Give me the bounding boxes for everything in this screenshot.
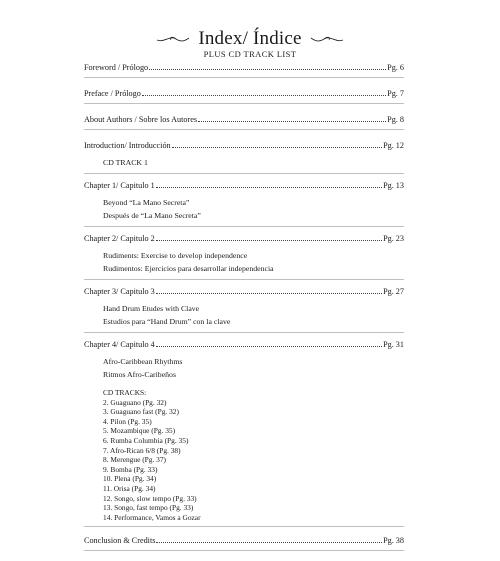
cd-track-item: 3. Guaguano fast (Pg. 32) <box>103 407 179 417</box>
entry-separator <box>84 279 404 280</box>
dot-leader <box>198 114 386 122</box>
entry-subitem: Rudiments: Exercise to develop independence <box>103 251 248 260</box>
entry-separator <box>84 550 404 551</box>
index-entry <box>84 233 404 280</box>
entry-page-number: Pg. 23 <box>383 234 404 243</box>
left-flourish-icon <box>156 34 190 44</box>
entry-label: Conclusion & Credits <box>84 536 156 546</box>
dot-leader <box>156 286 382 294</box>
index-entry <box>84 62 404 88</box>
dot-leader <box>142 88 386 96</box>
cd-track-item: 11. Orisa (Pg. 34) <box>103 483 156 493</box>
cd-track-item: 2. Guaguano (Pg. 32) <box>103 397 167 407</box>
index-entry-line <box>84 339 404 350</box>
entry-label: Chapter 2/ Capitulo 2 <box>84 234 155 243</box>
index-entry <box>84 140 404 174</box>
page-title: Index/ Índice <box>198 28 302 49</box>
cd-track-item: 12. Songo, slow tempo (Pg. 33) <box>103 493 197 503</box>
index-entry <box>84 286 404 333</box>
dot-leader <box>172 140 382 148</box>
index-entry <box>84 180 404 227</box>
entry-label: Chapter 3/ Capitulo 3 <box>84 287 155 296</box>
entry-page-number: Pg. 13 <box>383 181 404 190</box>
cd-track-item: CD TRACKS: <box>103 388 147 397</box>
title-row <box>0 28 500 50</box>
dot-leader <box>149 62 386 70</box>
entry-label: Chapter 1/ Capitulo 1 <box>84 181 155 190</box>
index-entry-line <box>84 535 404 546</box>
index-entry-line <box>84 114 404 125</box>
entry-page-number: Pg. 12 <box>383 141 404 150</box>
entry-subitem: Rudimentos: Ejercicios para desarrollar independencia <box>103 264 274 273</box>
entry-subitems <box>84 191 404 222</box>
entry-subitem: Afro-Caribbean Rhythms <box>103 357 183 366</box>
index-entry-line <box>84 88 404 99</box>
entry-separator <box>84 129 404 130</box>
entry-page-number: Pg. 27 <box>383 287 404 296</box>
entry-page-number: Pg. 31 <box>383 340 404 349</box>
entry-subitems <box>84 350 404 381</box>
cd-track-item: 5. Mozambique (Pg. 35) <box>103 426 176 436</box>
cd-track-item: 14. Performance, Vamos a Gozar <box>103 512 201 522</box>
index-entry <box>84 535 404 561</box>
entry-separator <box>84 226 404 227</box>
right-flourish-icon <box>310 34 344 44</box>
entry-label: Introduction/ Introducción <box>84 141 171 150</box>
entry-separator <box>84 77 404 78</box>
entry-page-number: Pg. 6 <box>387 63 404 72</box>
entry-subitem: CD TRACK 1 <box>103 158 148 167</box>
cd-track-item: 8. Merengue (Pg. 37) <box>103 455 167 465</box>
cd-track-item: 10. Plena (Pg. 34) <box>103 474 157 484</box>
entry-subitems <box>84 244 404 275</box>
index-entry-line <box>84 62 404 73</box>
cd-track-item: 9. Bomba (Pg. 33) <box>103 464 158 474</box>
index-entry <box>84 339 404 535</box>
entry-subitem: Hand Drum Etudes with Clave <box>103 304 200 313</box>
index-entry-line <box>84 233 404 244</box>
index-entry-line <box>84 180 404 191</box>
cd-track-item: 13. Songo, fast tempo (Pg. 33) <box>103 503 194 513</box>
index-entry <box>84 114 404 140</box>
entry-label: About Authors / Sobre los Autores <box>84 115 198 124</box>
index-entry <box>84 88 404 114</box>
index-entry-line <box>84 140 404 151</box>
entry-subitems <box>84 297 404 328</box>
index-entry-line <box>84 286 404 297</box>
dot-leader <box>156 339 382 347</box>
entry-subitem: Beyond “La Mano Secreta” <box>103 198 190 207</box>
entry-label: Preface / Prólogo <box>84 89 141 98</box>
entry-page-number: Pg. 8 <box>387 115 404 124</box>
dot-leader <box>156 180 382 188</box>
index-entries <box>84 62 404 561</box>
entry-page-number: Pg. 7 <box>387 89 404 98</box>
entry-separator <box>84 103 404 104</box>
cd-track-item: 6. Rumba Columbia (Pg. 35) <box>103 435 189 445</box>
cd-track-item: 7. Afro-Rican 6/8 (Pg. 38) <box>103 445 181 455</box>
entry-subitem: Después de “La Mano Secreta” <box>103 211 201 220</box>
entry-subitems <box>84 151 404 169</box>
page-subtitle: PLUS CD TRACK LIST <box>203 49 297 59</box>
entry-subitem: Ritmos Afro-Caribeños <box>103 370 176 379</box>
entry-page-number: Pg. 38 <box>383 536 404 546</box>
entry-separator <box>84 526 404 527</box>
dot-leader <box>156 233 382 241</box>
entry-label: Chapter 4/ Capitulo 4 <box>84 340 155 349</box>
dot-leader <box>156 535 382 543</box>
entry-subitem: Estudios para “Hand Drum” con la clave <box>103 317 231 326</box>
entry-separator <box>84 173 404 174</box>
entry-separator <box>84 332 404 333</box>
cd-track-list <box>84 381 404 522</box>
entry-label: Foreword / Prólogo <box>84 63 149 72</box>
cd-track-item: 4. Pilon (Pg. 35) <box>103 416 152 426</box>
